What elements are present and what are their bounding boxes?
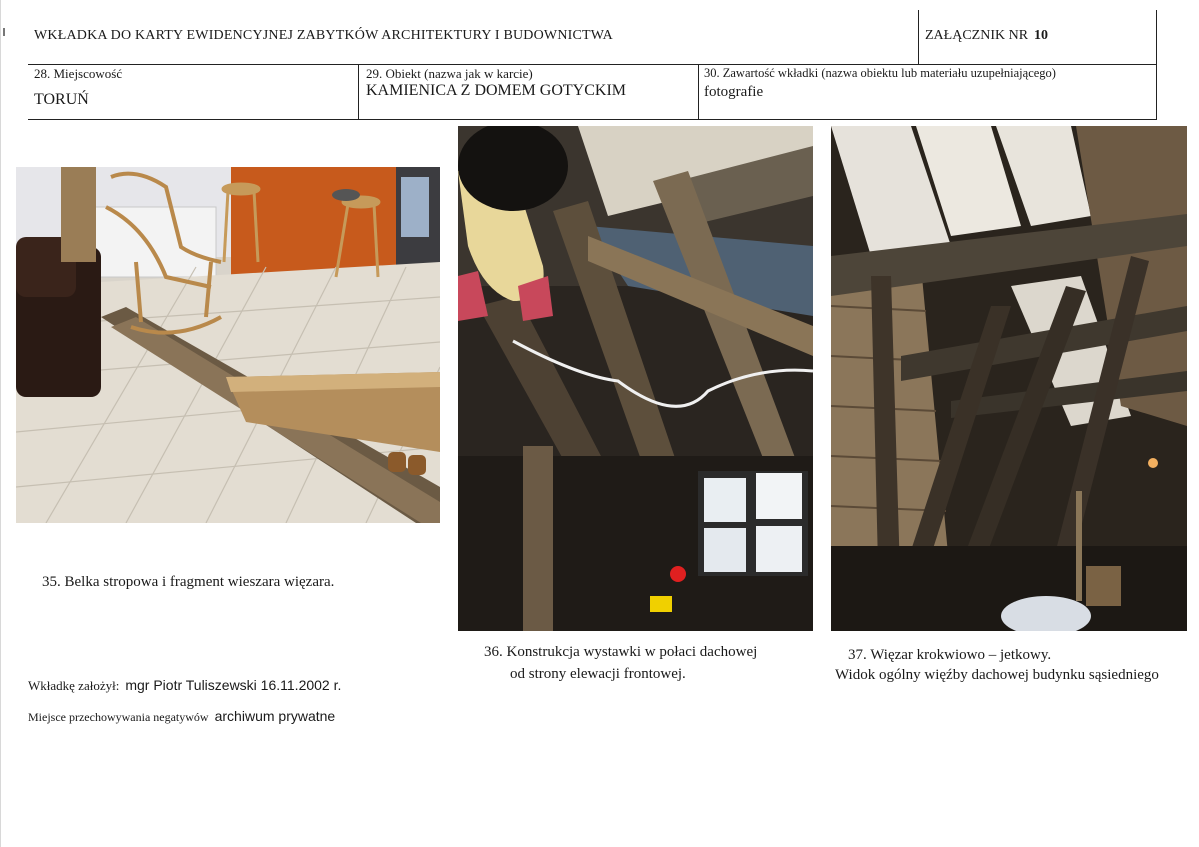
place-label: 28. Miejscowość — [34, 66, 123, 81]
field-divider-2 — [698, 64, 699, 120]
place-value: TORUŃ — [34, 91, 89, 108]
storage-value: archiwum prywatne — [214, 708, 336, 724]
photo-36-dormer-structure — [458, 126, 813, 631]
caption-photo-35: 35. Belka stropowa i fragment wieszara więzara. — [42, 574, 335, 590]
caption-photo-37-line1: 37. Więzar krokwiowo – jetkowy. — [848, 647, 1052, 663]
table-bottom-line — [28, 119, 1157, 120]
field-divider-1 — [358, 64, 359, 120]
photo-37-roof-truss — [831, 126, 1187, 631]
attachment-number — [925, 28, 1048, 44]
storage-line — [28, 708, 335, 726]
header-divider — [918, 10, 919, 64]
object-value: KAMIENICA Z DOMEM GOTYCKIM — [366, 82, 626, 99]
attachment-value: 10 — [1034, 28, 1049, 43]
scan-mark — [3, 28, 5, 36]
author-line — [28, 677, 341, 695]
attachment-label: ZAŁĄCZNIK NR — [925, 28, 1029, 43]
author-value: mgr Piotr Tuliszewski 16.11.2002 r. — [125, 677, 342, 693]
storage-label: Miejsce przechowywania negatywów — [28, 710, 209, 724]
content-label: 30. Zawartość wkładki (nazwa obiektu lub materiału uzupełniającego) — [704, 66, 1056, 80]
header-right-border — [1156, 10, 1157, 120]
caption-photo-36-line1: 36. Konstrukcja wystawki w połaci dachowej — [484, 644, 758, 660]
page-edge — [0, 0, 1, 847]
caption-photo-36-line2: od strony elewacji frontowej. — [510, 666, 686, 682]
photo-35-ceiling-beam — [16, 167, 440, 523]
content-value: fotografie — [704, 84, 764, 100]
object-label: 29. Obiekt (nazwa jak w karcie) — [366, 66, 533, 81]
document-title: WKŁADKA DO KARTY EWIDENCYJNEJ ZABYTKÓW ARCHITEKTURY I BUDOWNICTWA — [34, 28, 613, 43]
table-top-line — [28, 64, 1157, 65]
author-label: Wkładkę założył: — [28, 678, 120, 693]
caption-photo-37-line2: Widok ogólny więźby dachowej budynku sąsiedniego — [835, 667, 1159, 683]
